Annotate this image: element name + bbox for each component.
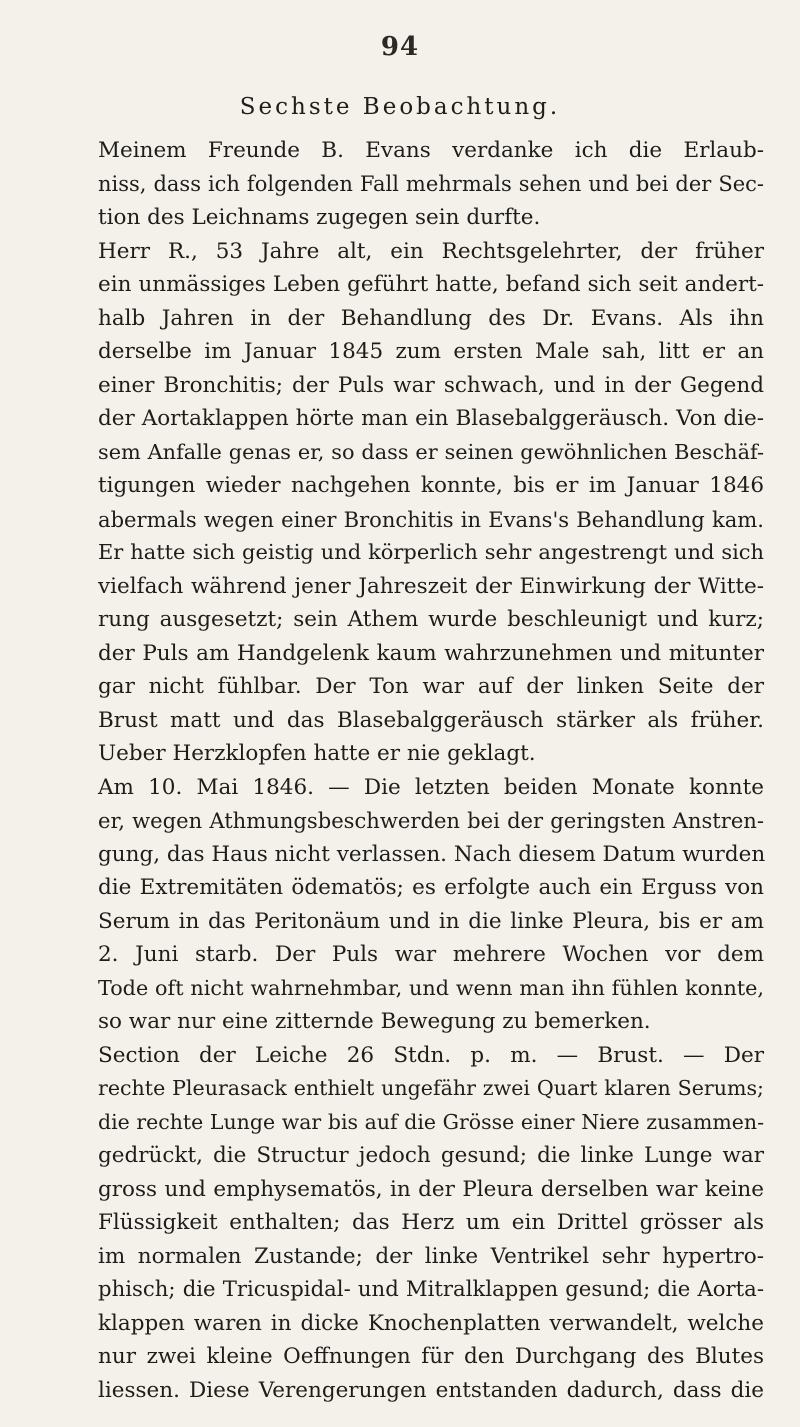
- text-line: Meinem Freunde B. Evans verdanke ich die Erlaub-: [98, 138, 764, 163]
- text-line: im normalen Zustande; der linke Ventrikel sehr hypertro-: [98, 1243, 764, 1269]
- section-title: Sechste Beobachtung.: [239, 94, 561, 120]
- text-line: sem Anfalle genas er, so dass er seinen gewöhnlichen Beschäf-: [98, 439, 764, 464]
- page-number: 94: [380, 32, 420, 62]
- text-line: niss, dass ich folgenden Fall mehrmals sehen und bei der Sec-: [98, 171, 764, 196]
- text-line: gedrückt, die Structur jedoch gesund; die linke Lunge war: [98, 1143, 764, 1168]
- text-line: er, wegen Athmungsbeschwerden bei der geringsten Anstren-: [98, 808, 764, 833]
- paragraph: [52, 235, 764, 771]
- text-line: halb Jahren in der Behandlung des Dr. Evans. Als ihn: [98, 305, 764, 331]
- text-line: der Aortaklappen hörte man ein Blasebalggeräusch. Von die-: [98, 406, 764, 431]
- text-line: der Puls am Handgelenk kaum wahrzunehmen und mitunter: [98, 640, 764, 666]
- text-line: derselbe im Januar 1845 zum ersten Male sah, litt er an: [98, 339, 764, 364]
- text-line: rechte Pleurasack enthielt ungefähr zwei Quart klaren Serums;: [98, 1076, 764, 1100]
- text-line: Tode oft nicht wahrnehmbar, und wenn man ihn fühlen konnte,: [98, 975, 764, 1000]
- text-line: gung, das Haus nicht verlassen. Nach diesem Datum wurden: [98, 841, 766, 867]
- text-line: gar nicht fühlbar. Der Ton war auf der linken Seite der: [98, 674, 764, 699]
- page-body: [52, 134, 764, 1407]
- text-line: vielfach während jener Jahreszeit der Einwirkung der Witte-: [98, 573, 764, 599]
- paragraph: [52, 771, 764, 1039]
- text-line: tigungen wieder nachgehen konnte, bis er im Januar 1846: [98, 473, 764, 498]
- paragraph: [52, 1039, 764, 1408]
- text-line: Er hatte sich geistig und körperlich sehr angestrengt und sich: [98, 540, 764, 564]
- text-line: die Extremitäten ödematös; es erfolgte auch ein Erguss von: [98, 875, 764, 900]
- text-line: nur zwei kleine Oeffnungen für den Durchgang des Blutes: [98, 1344, 764, 1369]
- text-line: Brust matt und das Blasebalggeräusch stärker als früher.: [98, 707, 764, 733]
- text-line: Section der Leiche 26 Stdn. p. m. — Brust. — Der: [98, 1042, 764, 1068]
- text-line: einer Bronchitis; der Puls war schwach, und in der Gegend: [98, 372, 764, 398]
- text-line: Serum in das Peritonäum und in die linke Pleura, bis er am: [98, 908, 764, 934]
- text-line: 2. Juni starb. Der Puls war mehrere Wochen vor dem: [98, 942, 764, 967]
- text-line: klappen waren in dicke Knochenplatten verwandelt, welche: [98, 1310, 764, 1336]
- text-line: phisch; die Tricuspidal- und Mitralklappen gesund; die Aorta-: [98, 1277, 764, 1302]
- text-line: Ueber Herzklopfen hatte er nie geklagt.: [98, 741, 536, 766]
- text-line: ein unmässiges Leben geführt hatte, befand sich seit andert-: [98, 272, 764, 297]
- text-line: abermals wegen einer Bronchitis in Evans's Behandlung kam.: [98, 506, 764, 532]
- text-line: tion des Leichnams zugegen sein durfte.: [98, 205, 541, 230]
- text-line: so war nur eine zitternde Bewegung zu bemerken.: [98, 1009, 651, 1034]
- text-line: liessen. Diese Verengerungen entstanden dadurch, dass die: [98, 1377, 764, 1403]
- text-line: Am 10. Mai 1846. — Die letzten beiden Monate konnte: [98, 774, 764, 800]
- text-line: Flüssigkeit enthalten; das Herz um ein Drittel grösser als: [98, 1210, 764, 1235]
- text-line: Herr R., 53 Jahre alt, ein Rechtsgelehrter, der früher: [98, 238, 764, 264]
- text-line: die rechte Lunge war bis auf die Grösse einer Niere zusammen-: [98, 1109, 764, 1134]
- text-line: gross und emphysematös, in der Pleura derselben war keine: [98, 1176, 764, 1202]
- paragraph: [52, 134, 764, 235]
- text-line: rung ausgesetzt; sein Athem wurde beschleunigt und kurz;: [98, 607, 764, 632]
